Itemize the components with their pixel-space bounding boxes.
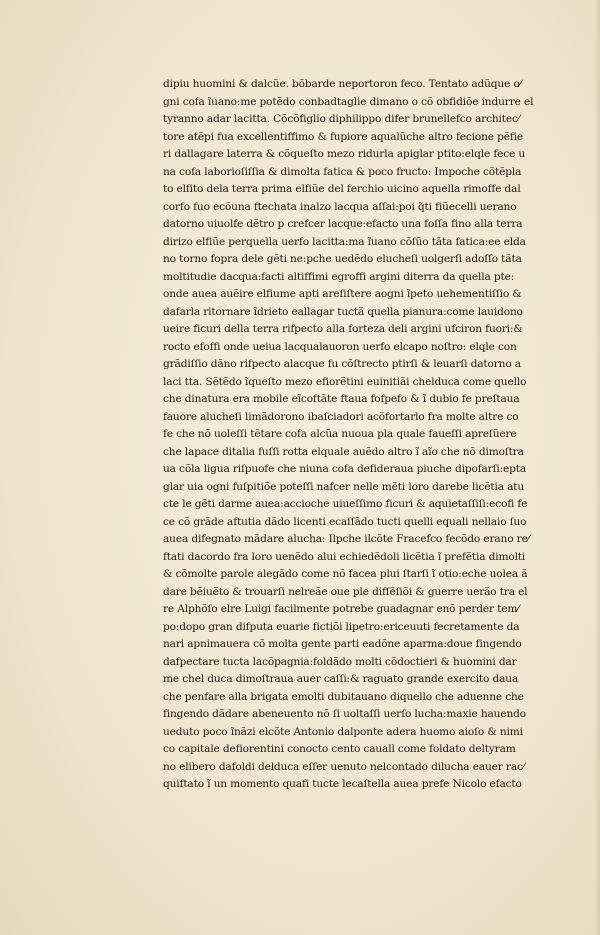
text-line: ueire ficuri della terra rifpecto alla forteza deli argini ufciron fuori:& <box>163 323 523 335</box>
text-line: moltitudie dacqua:facti altiffimi egroffi argini diterra da quella pte: <box>163 270 515 283</box>
text-line: ce cõ grãde aftutia dãdo licenti ecaſſãdo tucti quelli equali nellaio ſuo <box>163 515 527 528</box>
text-line: dare bẽiuẽto & trouarſi nelreãe oue ple difſẽſiõi & guerre uerão tra el <box>163 585 528 598</box>
text-line: no torno fopra dele gẽti ne:pche uedẽdo elucheſi uolgerſi adoſſo tãta <box>163 253 522 265</box>
text-line: che dinatura era mobile eĩcoftãte ftaua fofpefo & ĩ dubio fe preſtaua <box>163 393 520 405</box>
text-line: re Alphõſo elre Luigi facilmente potrebe guadagnar enõ perder tem⁄ <box>163 603 519 615</box>
text-line: dafarla ritornare ĩdrieto eallagar tuctã quella pianura:come lauidono <box>163 305 523 318</box>
text-line: onde auea auẽire elfiume apti areſiſtere aogni ĩpeto uehementiſſio & <box>163 288 522 300</box>
text-line: rocto efoffi onde ueiua lacqualauoron uerfo elcapo noſtro: elqle con <box>163 340 517 353</box>
text-line: & cõmolte parole alegãdo come nõ facea plui ſtarſi ĩ otio:eche uolea ã <box>163 568 528 580</box>
text-line: no elibero dafoldi delduca eſſer uenuto nelcontado dilucha eauer rac⁄ <box>163 760 525 773</box>
text-line: fauore alucheſi limãdorono ibaſciadori acõfortarlo fra molte altre co <box>163 410 519 423</box>
text-line: glar uia ogni fuſpitiõe poteſſi nafcer nelle mẽti loro darebe licẽtia atu <box>163 480 525 493</box>
text-line: cte le gẽti darme auea:accioche uiueſſimo ficuri & aquietaſſiſi:ecofi fe <box>163 498 528 510</box>
text-line: quiftato ĩ un momento quafi tucte lecaſtella auea prefe Nicolo efacto <box>163 778 522 790</box>
text-line: nari apnimauera cõ molta gente parti eadõne aparma:doue fingendo <box>163 638 522 650</box>
text-line: grãdiſſio dãno rifpecto alacque fu cõſtrecto ptirſi & leuarſi datorno a <box>163 358 521 370</box>
text-line: dirizo elfiũe perquella uerfo lacitta:ma ĩuano cõſũo tãta fatica:ee elda <box>163 235 526 248</box>
text-line: gni cofa ĩuano:me potẽdo conbadtaglie dimano o cõ obfidiõe indurre el <box>163 95 534 108</box>
text-line: dafpectare tucta lacõpagnia:foldãdo molti cõdoctieri & huomini dar <box>163 655 517 668</box>
text-line: na cofa laborioſiſſia & dimolta fatica & poco fructo: Impoche cõtẽpla <box>163 165 522 178</box>
text-line: corfo fuo ecõuna ftechata inalzo lacqua aſſai:poi q̃ti fiũecelli uerano <box>163 200 517 213</box>
text-line: ri dallagare laterra & cõqueſto mezo ridurla apiglar ptito:elqle fece u <box>163 148 526 160</box>
text-line: laci tta. Sẽtẽdo ĩqueſto mezo efiorẽtini euinitiãi chelduca come quello <box>163 375 527 388</box>
text-line: dipiu huomini & dalcũe. bõbarde neportoron feco. Tentato adũque o⁄ <box>163 78 522 90</box>
text-line: po:dopo gran difputa euarie fictiõi lipetro:ericeuuti fecretamente da <box>163 620 520 633</box>
text-line: fingendo dãdare abeneuento nõ ſi uoltaſſi uerſo lucha:maxie hauendo <box>163 708 527 720</box>
text-line: tyranno adar lacitta. Cõcõfiglio diphilippo difer brunellefco architec⁄ <box>163 113 520 125</box>
text-line: tore atẽpi fua excellentiffimo & fupiore aqualũche altro fecione pẽfie <box>163 130 524 143</box>
text-line: auea difegnato mãdare alucha: Ilpche ilcõte Fracefco fecõdo erano re⁄ <box>163 533 530 545</box>
text-line: ftati dacordo fra loro uenẽdo alui echiedẽdoli licẽtia ĩ prefẽtia dimolti <box>163 550 526 563</box>
text-line: co capitale defiorentini conocto cento cauall come foldato deltyram <box>163 743 516 755</box>
page-text-block <box>163 76 571 794</box>
text-line: fe che nõ uoleſſi tẽtare cofa alcũa nuoua pla quale faueſſi apreſũere <box>163 428 517 440</box>
text-line: to elfito dela terra prima elfiũe del ferchio uicino aquella rimoffe dal <box>163 183 521 195</box>
text-line: me chel duca dimoſtraua auer caſſi:& raguato grande exercito daua <box>163 673 519 685</box>
text-line: che penfare alla brigata emolti dubitauano diquello che aduenne che <box>163 690 524 703</box>
page-edge-shadow <box>594 0 600 935</box>
text-line: datorno uiuolfe dẽtro p crefcer lacque:efacto una foſſa fino alla terra <box>163 218 523 230</box>
text-line: che lapace ditalia fuſſi rotta elquale auẽdo altro ĩ aĩo che nõ dimoſtra <box>163 445 524 458</box>
text-line: ua cõla ligua riſpuofe che niuna cofa defideraua piuche dipofarſi:epta <box>163 463 527 475</box>
text-line: ueduto poco ĩnãzi elcõte Antonio dalponte adera huomo aioſo & nimi <box>163 725 523 738</box>
